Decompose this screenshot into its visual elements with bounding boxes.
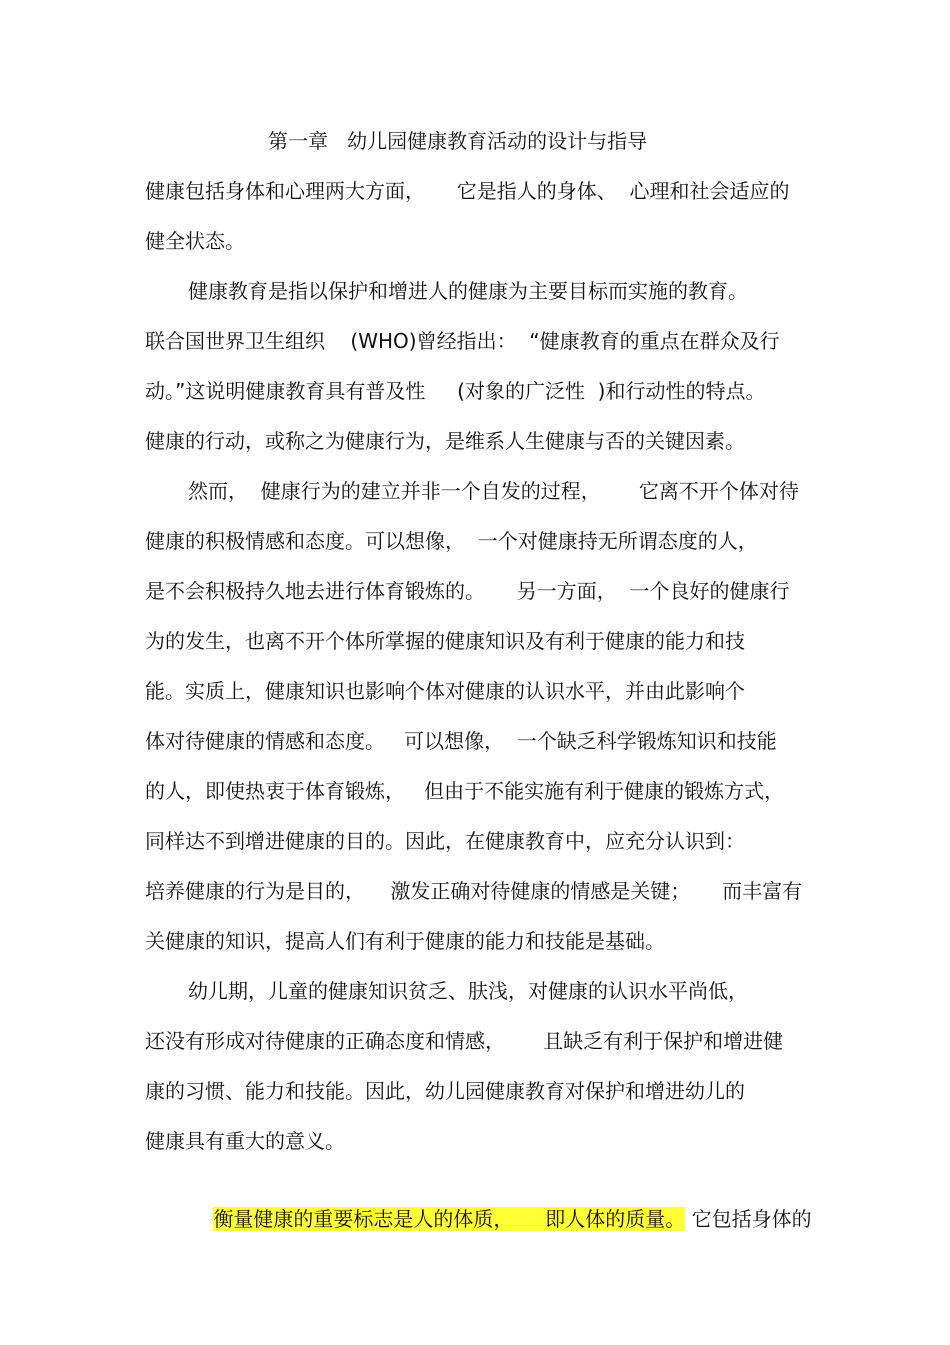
text-line: 健全状态。 bbox=[145, 229, 245, 253]
text-line: 健康教育是指以保护和增进人的健康为主要目标而实施的教育。 bbox=[188, 279, 748, 303]
text-line: 健康包括身体和心理两大方面， 它是指人的身体、 心理和社会适应的 bbox=[145, 179, 790, 203]
text-line: 的人，即使热衷于体育锻炼， 但由于不能实施有利于健康的锻炼方式， bbox=[145, 779, 785, 803]
text-line: 是不会积极持久地去进行体育锻炼的。 另一方面， 一个良好的健康行 bbox=[145, 579, 790, 603]
text-line: 康的习惯、能力和技能。因此，幼儿园健康教育对保护和增进幼儿的 bbox=[145, 1079, 745, 1103]
text-line: 健康的行动，或称之为健康行为，是维系人生健康与否的关键因素。 bbox=[145, 429, 745, 453]
text-line: 幼儿期，儿童的健康知识贫乏、肤浅，对健康的认识水平尚低， bbox=[188, 979, 748, 1003]
text-line: 然而， 健康行为的建立并非一个自发的过程， 它离不开个体对待 bbox=[188, 479, 799, 503]
text-line: 同样达不到增进健康的目的。因此，在健康教育中，应充分认识到： bbox=[145, 829, 745, 853]
text-line: 还没有形成对待健康的正确态度和情感， 且缺乏有利于保护和增进健 bbox=[145, 1029, 784, 1053]
highlighted-paragraph-line bbox=[188, 1177, 812, 1261]
text-continuation: 它包括身体的 bbox=[685, 1207, 812, 1231]
text-line: 体对待健康的情感和态度。 可以想像， 一个缺乏科学锻炼知识和技能 bbox=[145, 729, 777, 753]
text-line: 动。”这说明健康教育具有普及性 (对象的广泛性 )和行动性的特点。 bbox=[145, 379, 766, 403]
text-line: 健康具有重大的意义。 bbox=[145, 1129, 345, 1153]
text-line: 健康的积极情感和态度。可以想像， 一个对健康持无所谓态度的人， bbox=[145, 529, 758, 553]
text-line: 培养健康的行为是目的， 激发正确对待健康的情感是关键； 而丰富有 bbox=[145, 879, 803, 903]
text-line: 关健康的知识，提高人们有利于健康的能力和技能是基础。 bbox=[145, 929, 665, 953]
text-line: 能。实质上，健康知识也影响个体对健康的认识水平，并由此影响个 bbox=[145, 679, 745, 703]
text-line: 联合国世界卫生组织 (WHO)曾经指出： “健康教育的重点在群众及行 bbox=[145, 329, 780, 353]
highlighted-text: 衡量健康的重要标志是人的体质， 即人体的质量。 bbox=[213, 1207, 686, 1231]
chapter-title: 第一章 幼儿园健康教育活动的设计与指导 bbox=[268, 129, 648, 153]
text-line: 为的发生，也离不开个体所掌握的健康知识及有利于健康的能力和技 bbox=[145, 629, 745, 653]
